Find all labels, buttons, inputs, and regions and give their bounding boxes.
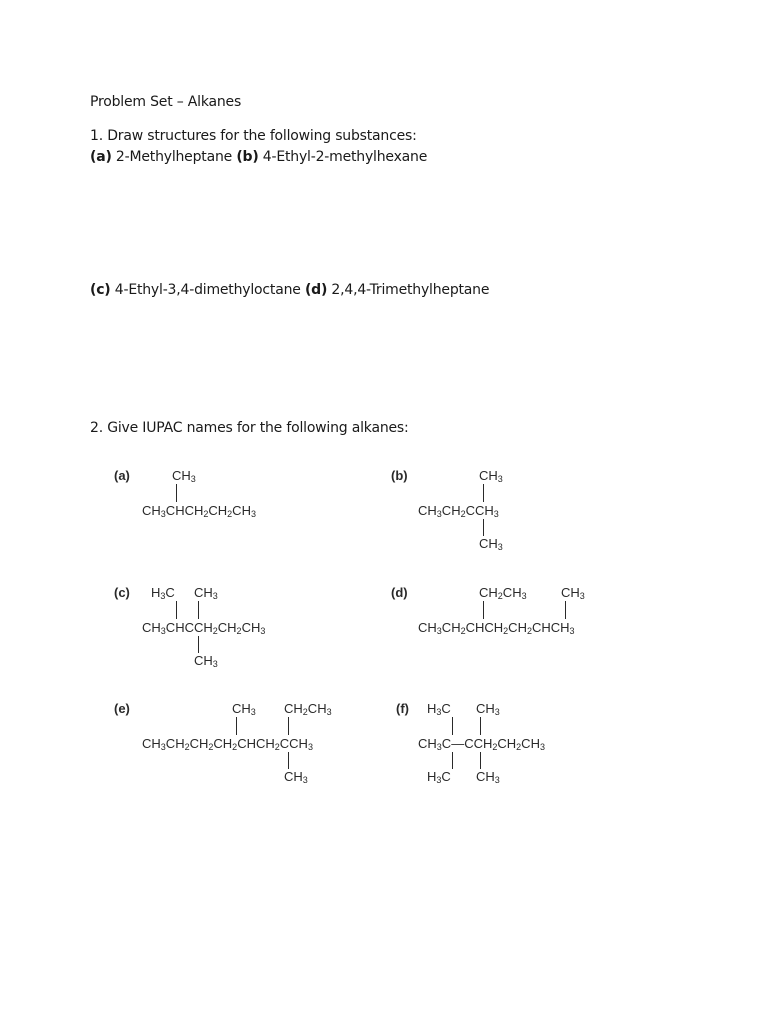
bond-line [565,601,566,619]
page-title: Problem Set – Alkanes [90,94,242,110]
structure-label: (e) [114,701,130,716]
structure-d [391,585,651,645]
substituent-bottom: $H_3C$ [427,769,451,785]
substituent-bottom: $CH_3$ [479,536,503,552]
bond-line [452,752,453,769]
substituent-top: $CH_3$ [561,585,585,601]
main-chain: $CH_3CH_2CH_2CH_2CHCH_2CCH_3$ [142,736,313,752]
substituent-bottom: $CH_3$ [284,769,308,785]
structure-f [396,701,646,791]
item-name: 4-Ethyl-3,4-dimethyloctane [114,282,301,298]
question-1-row-cd [90,282,489,298]
item-label: (d) [304,282,328,298]
structure-a [114,468,364,528]
substituent-top: $CH_3$ [479,468,503,484]
substituent-top: $H_3C$ [151,585,175,601]
structure-label: (a) [114,468,130,483]
substituent-top: $CH_3$ [476,701,500,717]
main-chain: $CH_3CH_2CCH_3$ [418,503,499,519]
item-name: 4-Ethyl-2-methylhexane [262,149,428,165]
bond-line [480,752,481,769]
bond-line [236,717,237,735]
bond-line [198,601,199,619]
bond-line [176,484,177,502]
bond-line [176,601,177,619]
substituent-top: $H_3C$ [427,701,451,717]
substituent-top: $CH_3$ [172,468,196,484]
item-name: 2,4,4-Trimethylheptane [331,282,490,298]
structure-e [114,701,374,791]
bond-line [452,717,453,735]
bond-line [483,601,484,619]
bond-line [483,484,484,502]
bond-line [198,636,199,653]
structure-label: (b) [391,468,408,483]
substituent-bottom: $CH_3$ [194,653,218,669]
structure-b [391,468,641,558]
question-2-prompt: 2. Give IUPAC names for the following alkanes: [90,420,409,436]
structure-label: (d) [391,585,408,600]
item-name: 2-Methylheptane [115,149,233,165]
item-label: (c) [90,282,111,298]
substituent-bottom: $CH_3$ [476,769,500,785]
structure-label: (f) [396,701,409,716]
item-label: (b) [236,149,259,165]
substituent-top: $CH_2CH_3$ [479,585,527,601]
substituent-top: $CH_3$ [194,585,218,601]
main-chain: $CH_3C—CCH_2CH_2CH_3$ [418,736,545,752]
question-1-row-ab [90,149,427,165]
bond-line [288,717,289,735]
main-chain: $CH_3CHCH_2CH_2CH_3$ [142,503,256,519]
item-label: (a) [90,149,112,165]
structure-label: (c) [114,585,130,600]
substituent-top: $CH_2CH_3$ [284,701,332,717]
structure-c [114,585,364,675]
substituent-top: $CH_3$ [232,701,256,717]
bond-line [480,717,481,735]
bond-line [483,519,484,536]
question-1-prompt: 1. Draw structures for the following substances: [90,128,417,144]
main-chain: $CH_3CH_2CHCH_2CH_2CHCH_3$ [418,620,575,636]
bond-line [288,752,289,769]
main-chain: $CH_3CHCCH_2CH_2CH_3$ [142,620,266,636]
